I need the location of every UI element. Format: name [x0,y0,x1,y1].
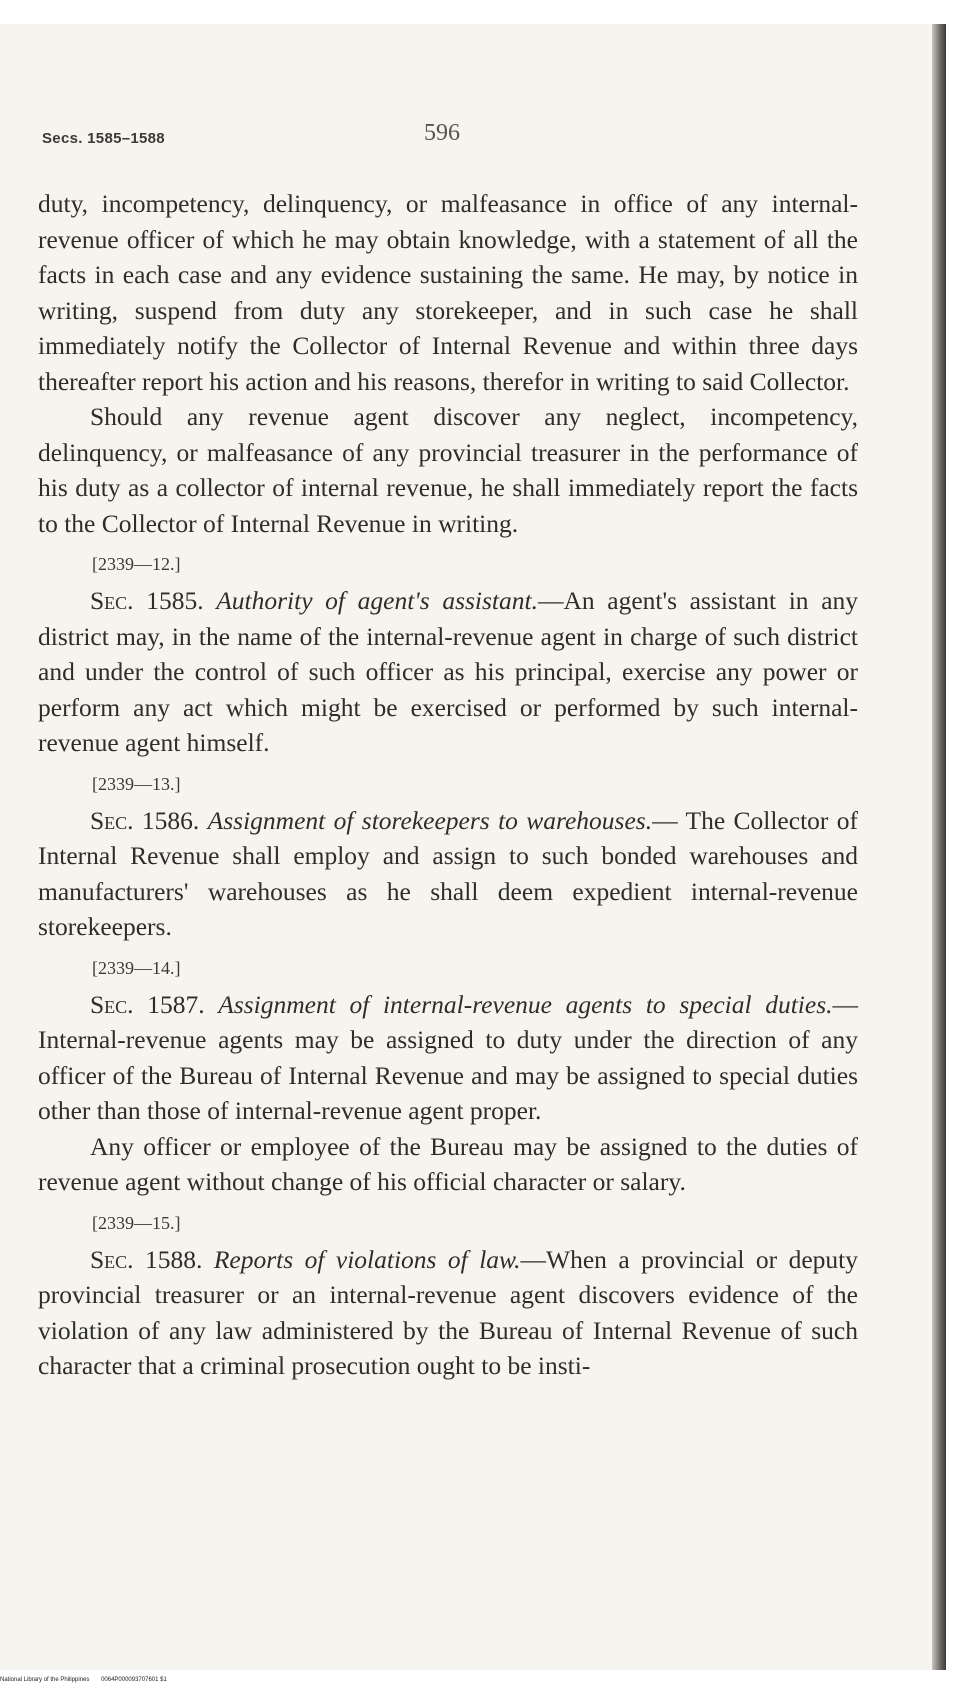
section-catchline: Reports of violations of law. [213,1244,521,1274]
section-1585 [38,583,858,761]
page-body [38,186,858,1384]
section-1588 [38,1242,858,1384]
scan-footer [0,1677,958,1683]
source-reference: [2339—15.] [92,1212,181,1233]
library-credit: National Library of the Philippines [0,1677,90,1683]
section-catchline: Assignment of internal-revenue agents to special duties. [218,989,833,1019]
paragraph-officer-assignment: Any officer or employee of the Bureau may be assigned to the duties of revenue agent without change of his official character or salary. [38,1131,858,1196]
scan-id: 0064P000093707601 $1 [101,1677,167,1683]
section-range: Secs. 1585–1588 [42,130,165,147]
paragraph-revenue-agent: Should any revenue agent discover any neglect, incompetency, delinquency, or malfeasance of any provincial treasurer in the performance of his duty as a collector of internal revenue, he shall immediately report the facts to the Collector of Internal Revenue in writing. [38,402,858,538]
section-text: —When a provincial or deputy provincial treasurer or an internal-revenue agent discovers evidence of the violation of any law administered by the Bureau of Internal Revenue of such character that a criminal prosecution ought to be insti- [38,1244,859,1380]
section-1586 [38,803,858,945]
section-label: Sec. 1588. [90,1244,203,1274]
section-label: Sec. 1585. [90,586,204,615]
section-text: —Internal-revenue agents may be assigned to duty under the direction of any officer of the Bureau of Internal Revenue and may be assigned to special duties other than those of internal-revenue agent proper. [38,989,859,1125]
section-catchline: Authority of agent's assistant. [216,586,538,615]
section-label: Sec. 1587. [90,989,205,1019]
section-text: — The Collector of Internal Revenue shall employ and assign to such bonded warehouses and manufacturers' warehouses as he shall deem expedient internal-revenue storekeepers. [38,805,858,941]
page-number: 596 [424,120,460,146]
source-reference: [2339—13.] [92,773,181,794]
page-header [42,120,886,160]
scanned-page [0,24,946,1670]
section-label: Sec. 1586. [90,805,200,835]
paragraph-continued: duty, incompetency, delinquency, or malfeasance in office of any internal-revenue officer of which he may obtain knowledge, with a statement of all the facts in each case and any evidence sustaining the same. He may, by notice in writing, suspend from duty any storekeeper, and in such case he shall immediately notify the Collector of Internal Revenue and within three days thereafter report his action and his reasons, therefor in writing to said Collector. [38,189,858,396]
page-edge-shadow [932,24,946,1670]
source-reference: [2339—12.] [92,554,181,574]
section-1587 [38,987,858,1129]
section-catchline: Assignment of storekeepers to warehouses. [207,805,653,835]
source-reference: [2339—14.] [92,957,181,978]
section-text: —An agent's assistant in any district may, in the name of the internal-revenue agent in charge of such district and under the control of such officer as his principal, exercise any power or perform any act which might be exercised or performed by such internal-revenue agent himself. [38,586,859,757]
